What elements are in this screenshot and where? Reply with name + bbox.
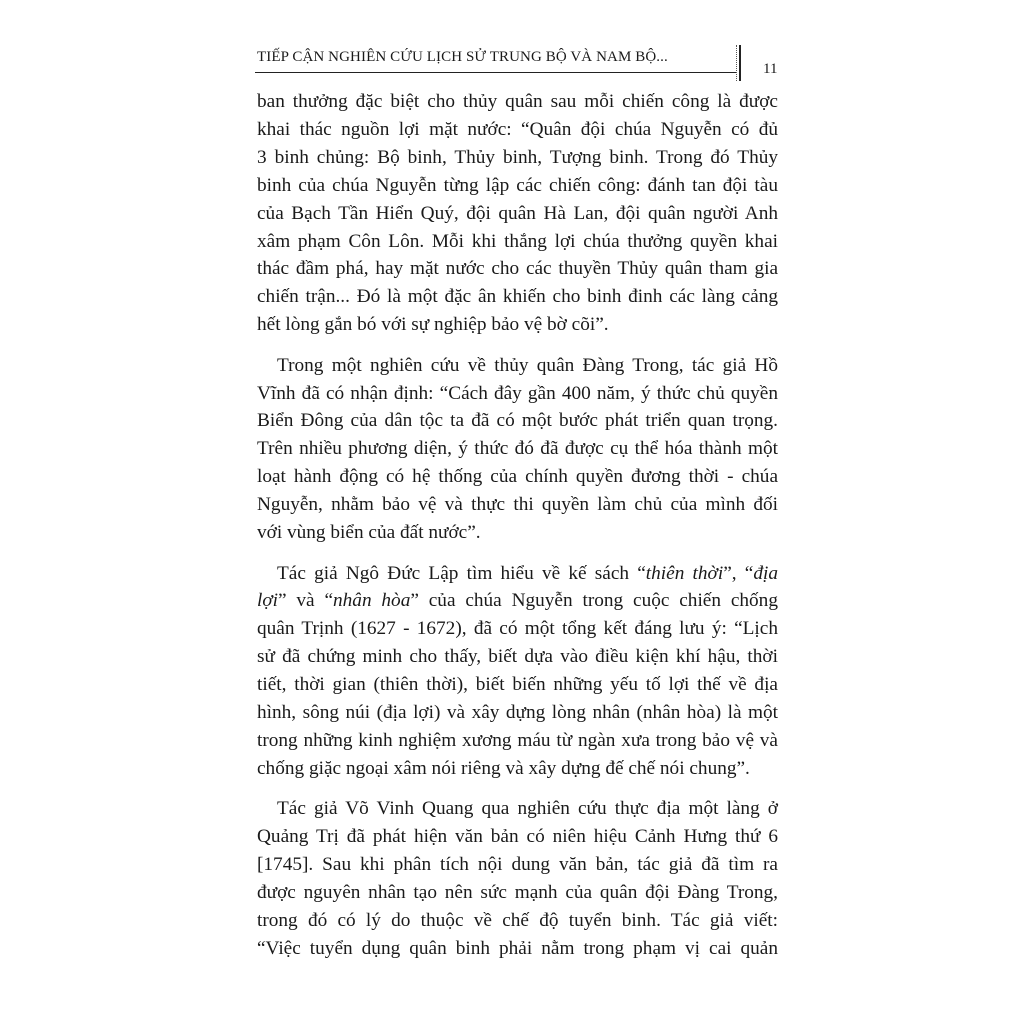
text-line: với vùng biển của đất nước”. [257,522,481,544]
text-line: Biển Đông của dân tộc ta đã có một bước phát triển quan trọng. [257,410,778,432]
page-number: 11 [763,61,778,77]
paragraph-4 [257,795,778,962]
text-line: loạt hành động có hệ thống của chính quyền đương thời - chúa [257,466,778,488]
text-line: Trong một nghiên cứu về thủy quân Đàng Trong, tác giả Hồ [277,354,778,376]
italic-term: địa [753,562,779,584]
text-line: trong đó có lý do thuộc về chế độ tuyển binh. Tác giả viết: [257,909,778,931]
text-line: sử đã chứng minh cho thấy, biết dựa vào điều kiện khí hậu, thời [257,646,778,668]
text-line: chiến trận... Đó là một đặc ân khiến cho binh đinh các làng cảng [257,286,778,308]
text-line: thác đầm phá, hay mặt nước cho các thuyền Thủy quân tham gia [257,258,778,280]
paragraph-3 [257,560,778,783]
text-line: hết lòng gắn bó với sự nghiệp bảo vệ bờ cõi”. [257,314,609,336]
text-line: xâm phạm Côn Lôn. Mỗi khi thắng lợi chúa thưởng quyền khai [257,230,778,252]
text-line: Quảng Trị đã phát hiện văn bản có niên hiệu Cảnh Hưng thứ 6 [257,826,778,848]
italic-term: nhân hòa [333,590,411,612]
italic-term: lợi [257,590,279,612]
text-line: tiết, thời gian (thiên thời), biết biến những yếu tố lợi thế về địa [257,674,778,696]
text-line [257,560,778,588]
text-line: Nguyễn, nhằm bảo vệ và thực thi quyền làm chủ của mình đối [257,494,778,516]
text-line: quân Trịnh (1627 - 1672), đã có một tổng kết đáng lưu ý: “Lịch [257,618,778,640]
text-run: ” của chúa Nguyễn trong cuộc chiến chống [410,590,778,612]
text-run: ”, “ [723,562,754,584]
text-line: ban thưởng đặc biệt cho thủy quân sau mỗi chiến công là được [257,91,778,112]
italic-term: thiên thời [645,562,724,584]
text-run: Tác giả Ngô Đức Lập tìm hiểu về kế sách “ [277,562,646,584]
text-line: Vĩnh đã có nhận định: “Cách đây gần 400 năm, ý thức chủ quyền [257,382,778,404]
header-divider [739,45,741,81]
text-line: binh của chúa Nguyễn từng lập các chiến công: đánh tan đội tàu [257,174,778,196]
text-line: [1745]. Sau khi phân tích nội dung văn bản, tác giả đã tìm ra [257,854,778,876]
text-line: trong những kinh nghiệm xương máu từ ngàn xưa trong bảo vệ và [257,729,778,751]
header-divider-dotted [736,45,738,81]
text-run: ” và “ [278,590,334,612]
text-line: được nguyên nhân tạo nên sức mạnh của quân đội Đàng Trong, [257,881,778,903]
paragraph-1 [257,88,778,339]
header-rule [255,72,737,73]
text-line: Tác giả Võ Vinh Quang qua nghiên cứu thực địa một làng ở [277,798,778,820]
text-line: của Bạch Tần Hiển Quý, đội quân Hà Lan, đội quân người Anh [257,202,778,224]
text-line: khai thác nguồn lợi mặt nước: “Quân đội chúa Nguyễn có đủ [257,118,778,140]
text-line: Trên nhiều phương diện, ý thức đó đã được cụ thể hóa thành một [257,438,778,460]
body-text [257,88,778,975]
running-header-title: TIẾP CẬN NGHIÊN CỨU LỊCH SỬ TRUNG BỘ VÀ NAM BỘ... [257,49,668,65]
paragraph-2 [257,352,778,547]
text-line: 3 binh chủng: Bộ binh, Thủy binh, Tượng binh. Trong đó Thủy [257,146,778,168]
text-line: chống giặc ngoại xâm nói riêng và xây dựng đế chế nói chung”. [257,757,750,779]
text-line [257,587,778,615]
text-line: “Việc tuyển dụng quân binh phải nằm trong phạm vị cai quản [257,937,778,959]
text-line: hình, sông núi (địa lợi) và xây dựng lòng nhân (nhân hòa) là một [257,702,778,724]
